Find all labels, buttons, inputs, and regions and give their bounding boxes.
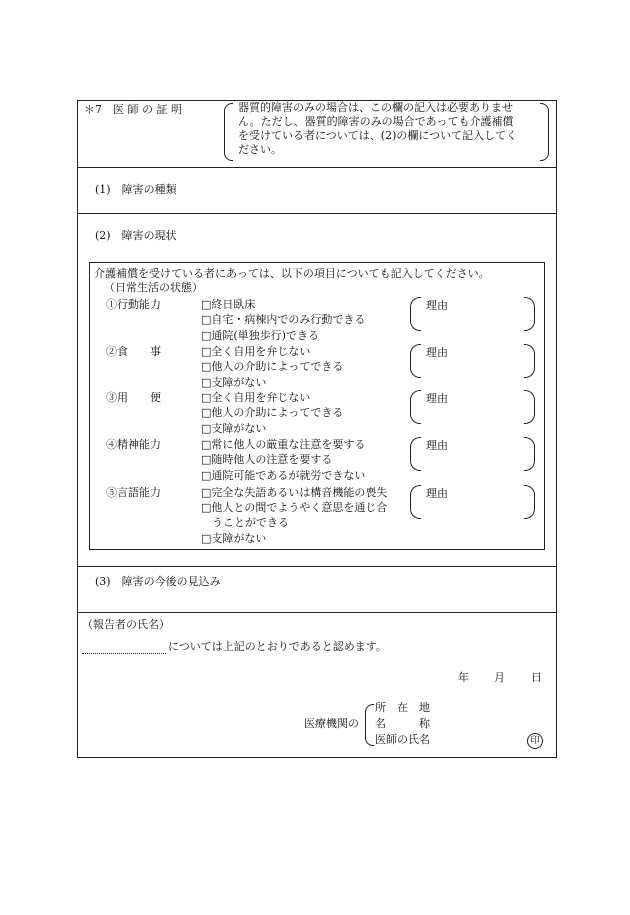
date-day: 日 (531, 671, 542, 684)
group-name: ⑤言語能力 (106, 486, 161, 499)
option-item: □支障がない (201, 376, 267, 389)
institution-label: 医療機関の (304, 717, 359, 730)
status-subtitle: （日常生活の状態） (104, 281, 203, 294)
option-item: □支障がない (201, 532, 267, 545)
status-intro: 介護補償を受けている者にあっては、以下の項目についても記入してください。 (94, 267, 490, 280)
note-line: 器質的障害のみの場合は、この欄の記入は必要ありませ (238, 101, 513, 114)
note-line: ださい。 (238, 143, 282, 156)
statement-text: については上記のとおりであると認めます。 (168, 640, 387, 653)
reason-label: 理由 (426, 346, 448, 359)
reason-label: 理由 (426, 392, 448, 405)
option-item: □通院(単独歩行)できる (201, 329, 319, 342)
option-item: □通院可能であるが就労できない (201, 469, 366, 482)
note-line: ん。ただし、器質的障害のみの場合であっても介護補償 (238, 115, 514, 128)
option-item: うことができる (201, 516, 289, 529)
group-name: ②食 事 (106, 345, 161, 358)
date-month: 月 (494, 671, 505, 684)
group-name: ③用 便 (106, 391, 161, 404)
section-2-title: (2) 障害の現状 (95, 229, 177, 242)
institution-bracket (365, 704, 374, 746)
note-line: を受けている者については、(2)の欄について記入してく (238, 129, 518, 142)
option-item: □自宅・病棟内でのみ行動できる (201, 313, 366, 326)
reason-paren-right (524, 485, 535, 519)
reason-label: 理由 (426, 439, 448, 452)
option-item: □支障がない (201, 422, 267, 435)
divider (78, 167, 556, 168)
reporter-name-blank (82, 643, 166, 654)
option-item: □他人の介助によってできる (201, 406, 344, 419)
section-1-title: (1) 障害の種類 (95, 183, 177, 196)
field-doctor-name: 医師の氏名 (375, 733, 430, 746)
option-item: □全く自用を弁じない (201, 391, 311, 404)
divider (78, 213, 556, 214)
reason-label: 理由 (426, 487, 448, 500)
date-year: 年 (458, 671, 469, 684)
group-name: ①行動能力 (106, 298, 161, 311)
reason-paren-right (524, 437, 535, 471)
note-bracket-left (224, 103, 233, 161)
note-text (238, 101, 528, 157)
option-item: □他人の介助によってできる (201, 360, 344, 373)
seal-mark: 印 (527, 733, 543, 749)
option-item: □常に他人の厳重な注意を要する (201, 438, 366, 451)
reason-paren-left (410, 437, 421, 471)
option-item: □他人との間でようやく意思を通じ合 (201, 501, 388, 514)
section-3-title: (3) 障害の今後の見込み (95, 575, 221, 588)
item-label: ＊7 医 師 の 証 明 (84, 103, 182, 116)
reason-paren-right (524, 390, 535, 424)
statement (82, 640, 387, 654)
group-name: ④精神能力 (106, 438, 161, 451)
reason-paren-right (524, 297, 535, 331)
physician-certificate-form (77, 100, 557, 758)
daily-life-status-box (89, 262, 545, 550)
reporter-label: （報告者の氏名） (82, 618, 170, 631)
reason-paren-right (524, 344, 535, 378)
divider (78, 566, 556, 567)
option-item: □全く自用を弁じない (201, 345, 311, 358)
reason-paren-left (410, 485, 421, 519)
option-item: □随時他人の注意を要する (201, 453, 333, 466)
divider (78, 612, 556, 613)
reason-paren-left (410, 297, 421, 331)
field-address: 所 在 地 (375, 701, 430, 714)
reason-paren-left (410, 344, 421, 378)
reason-paren-left (410, 390, 421, 424)
reason-label: 理由 (426, 299, 448, 312)
option-item: □終日臥床 (201, 298, 256, 311)
field-name: 名 称 (375, 717, 430, 730)
note-bracket-right (540, 103, 549, 161)
option-item: □完全な失語あるいは構音機能の喪失 (201, 486, 388, 499)
